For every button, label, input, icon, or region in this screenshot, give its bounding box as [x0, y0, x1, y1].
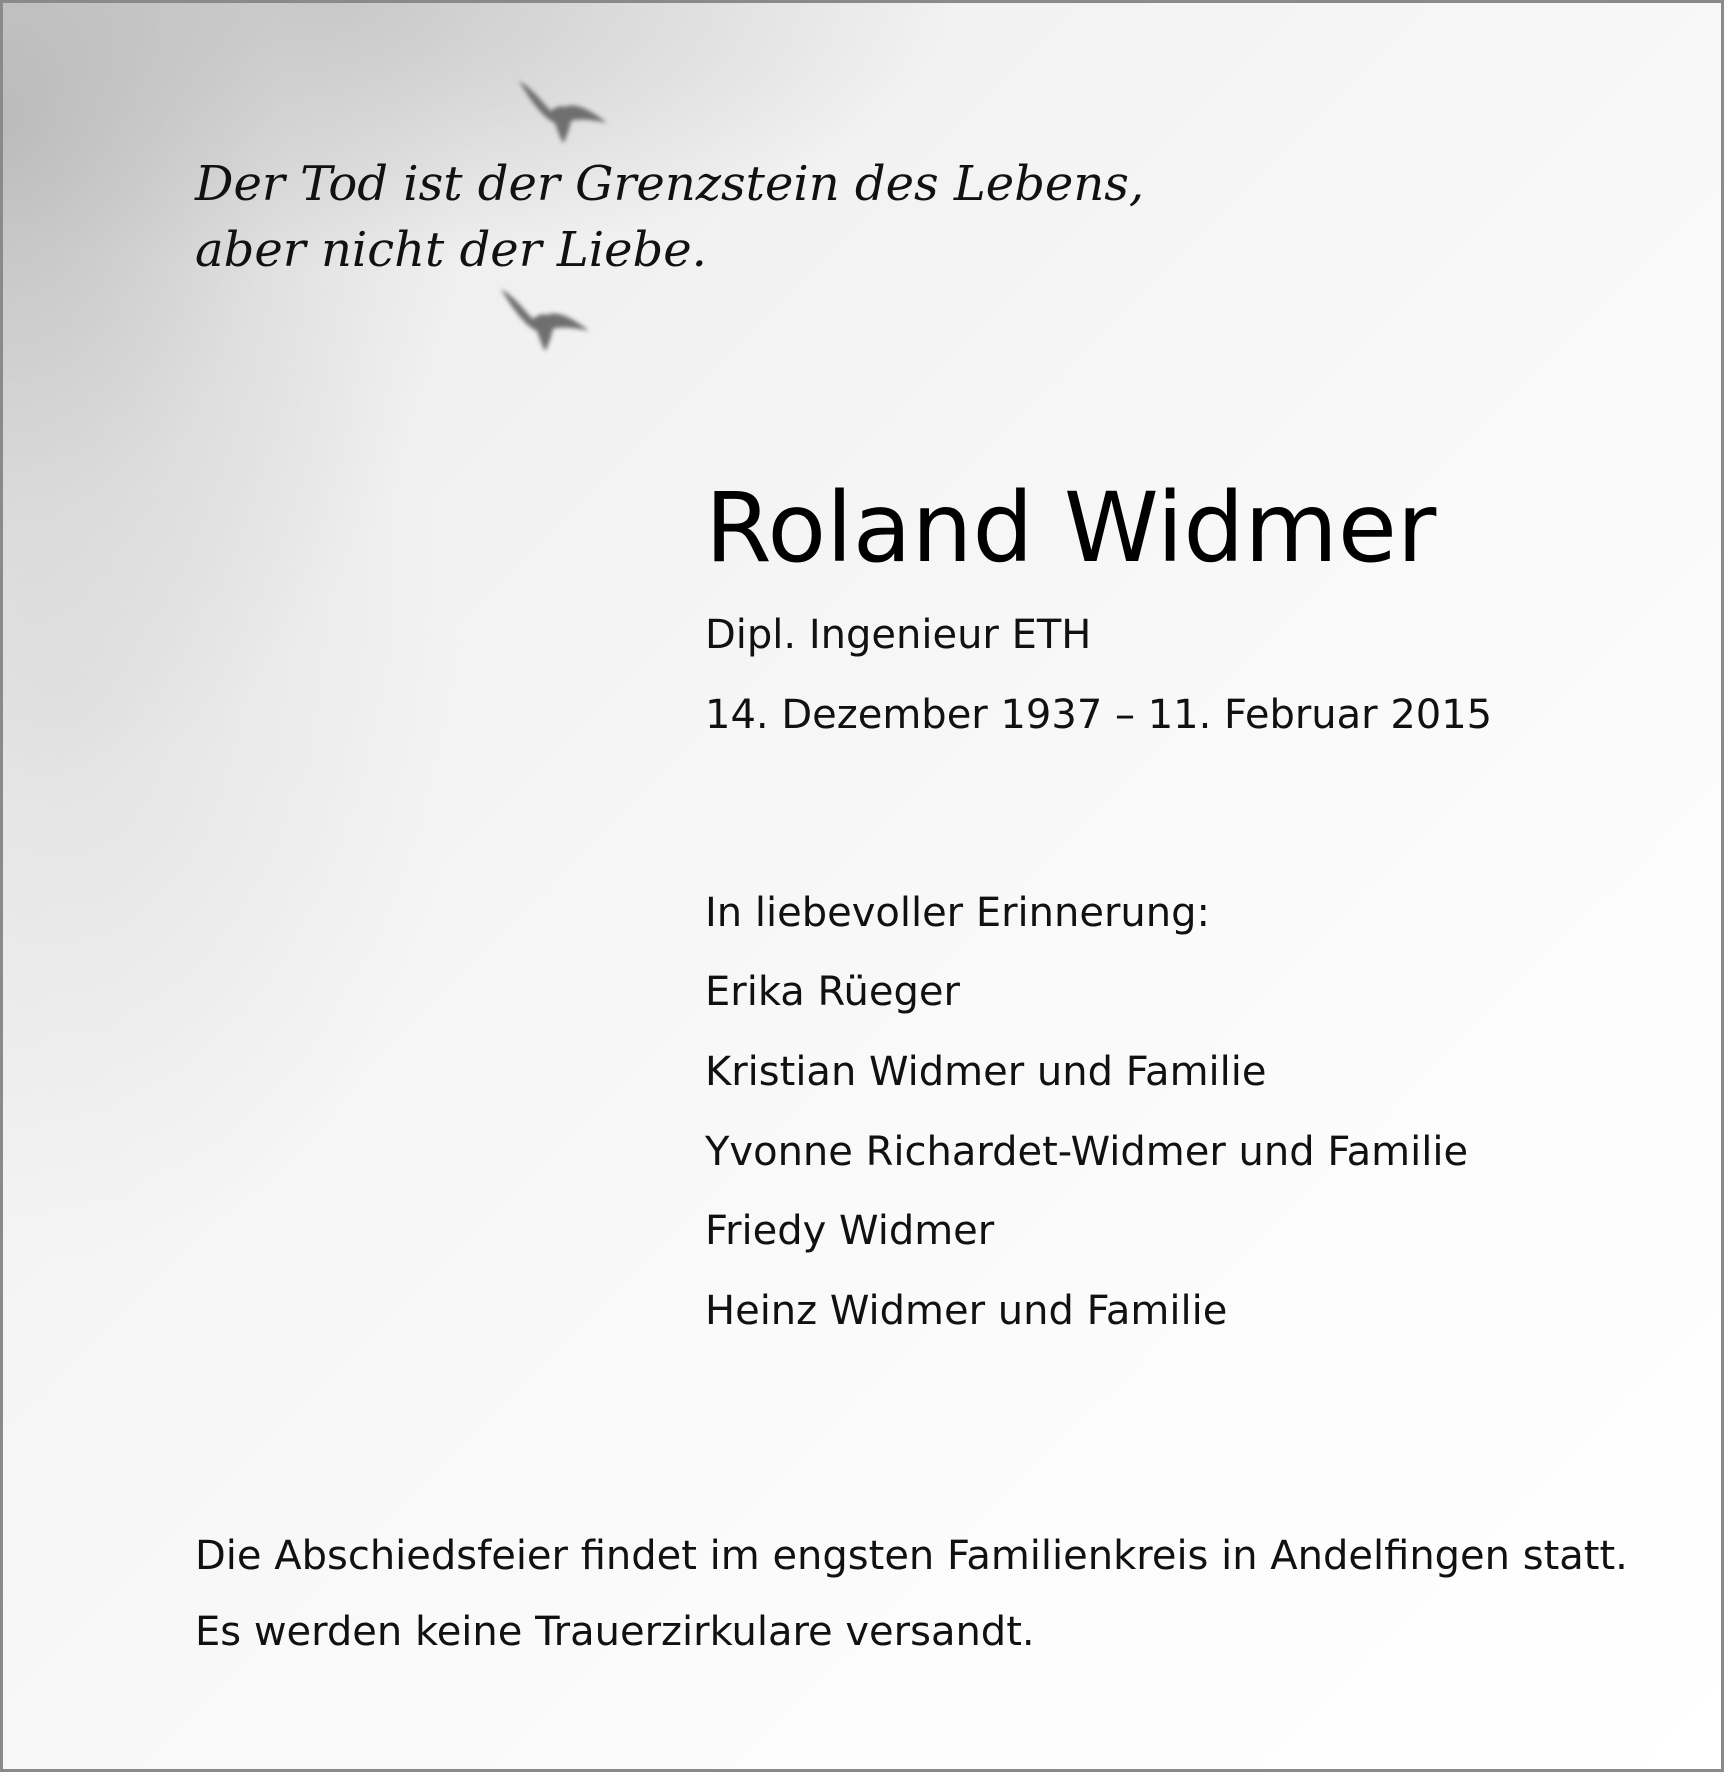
mourner-name: Yvonne Richardet-Widmer und Familie: [705, 1129, 1469, 1175]
ceremony-notice: Die Abschiedsfeier findet im engsten Familienkreis in Andelfingen statt.: [195, 1533, 1628, 1579]
mourner-name: Friedy Widmer: [705, 1208, 995, 1254]
mourner-name: Heinz Widmer und Familie: [705, 1288, 1228, 1334]
quote-line-1: Der Tod ist der Grenzstein des Lebens,: [195, 156, 1145, 212]
life-dates: 14. Dezember 1937 – 11. Februar 2015: [705, 692, 1493, 738]
quote-line-2: aber nicht der Liebe.: [195, 222, 707, 278]
mourners-heading: In liebevoller Erinnerung:: [705, 890, 1210, 936]
bird-icon: [515, 77, 610, 147]
deceased-name: Roland Widmer: [705, 472, 1437, 584]
circular-notice: Es werden keine Trauerzirkulare versandt.: [195, 1609, 1035, 1655]
bird-icon: [497, 285, 592, 355]
memorial-quote: [195, 151, 1144, 283]
mourner-name: Kristian Widmer und Familie: [705, 1049, 1267, 1095]
mourner-name: Erika Rüeger: [705, 969, 960, 1015]
deceased-title: Dipl. Ingenieur ETH: [705, 612, 1092, 658]
